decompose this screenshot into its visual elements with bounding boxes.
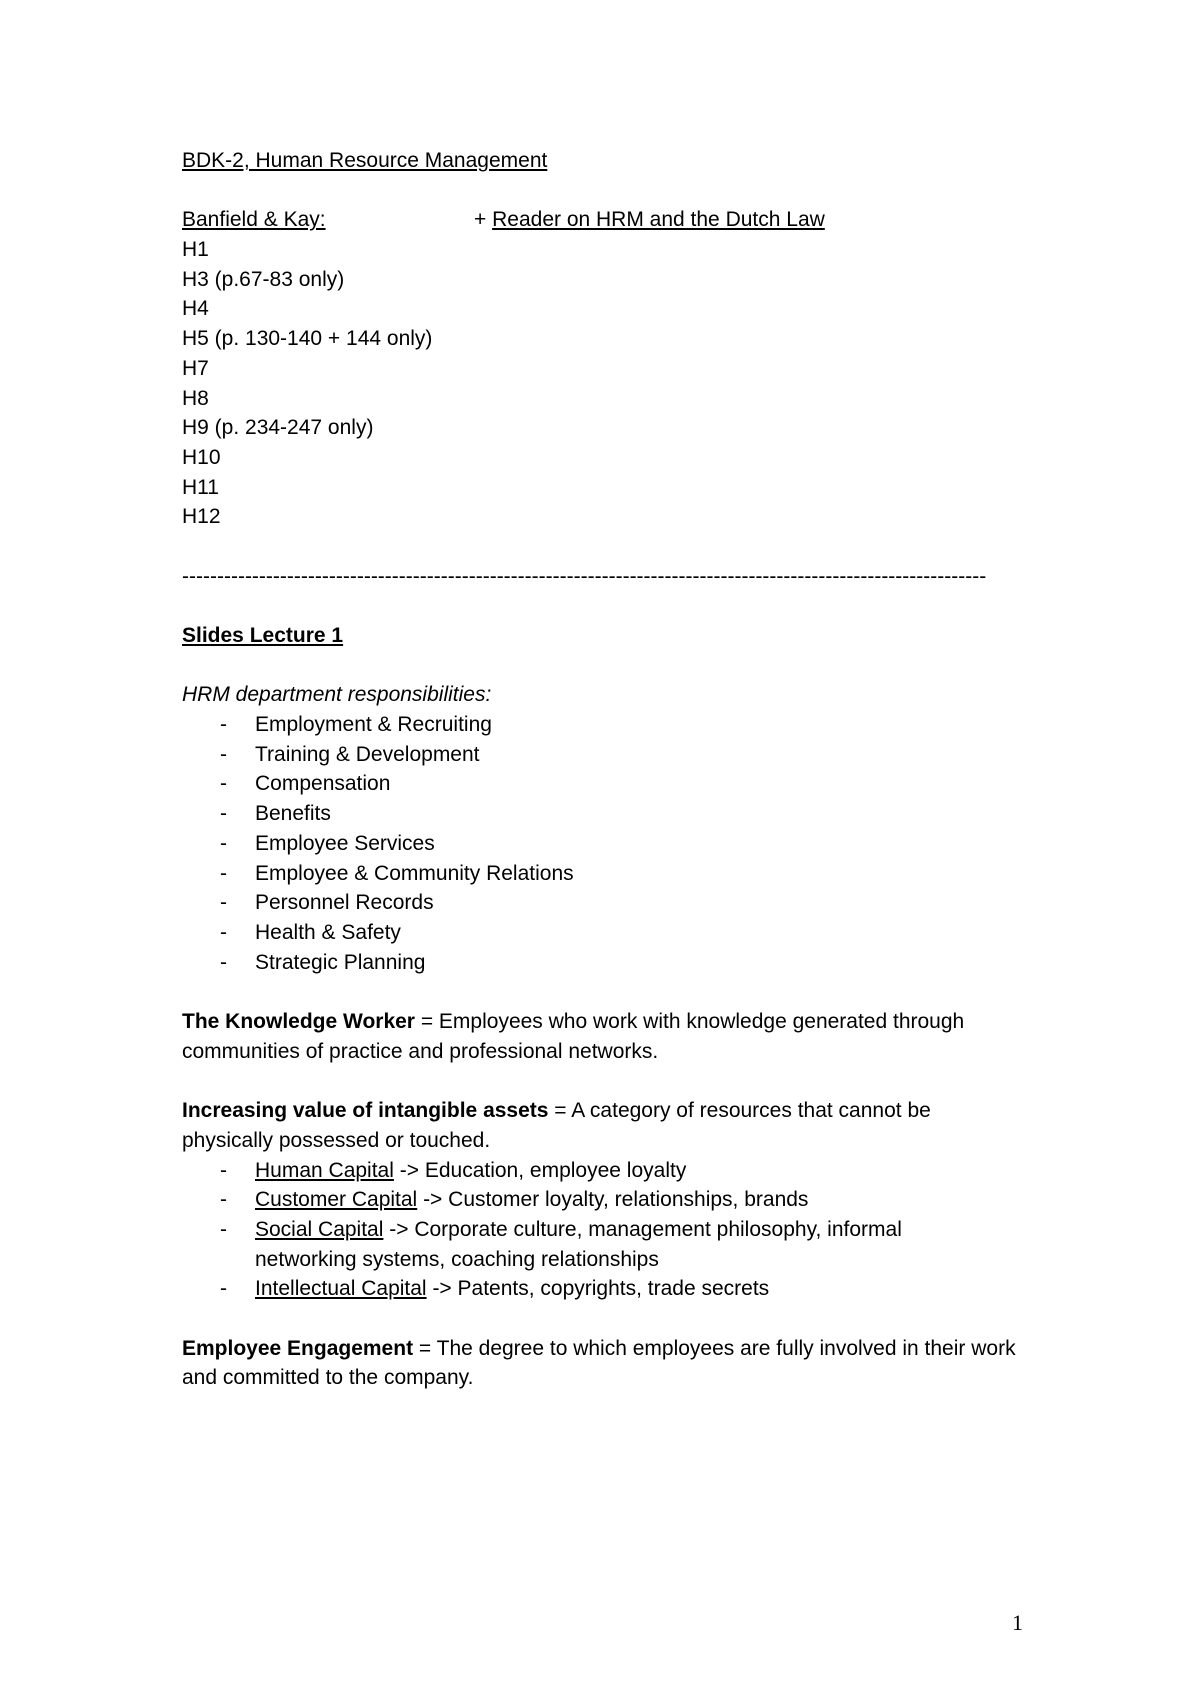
list-item: [182, 1274, 922, 1304]
list-item: [182, 1185, 922, 1215]
list-item-text: Compensation: [255, 772, 391, 796]
document-title: [182, 146, 1042, 176]
list-item: [182, 948, 1042, 978]
list-item: [182, 740, 1042, 770]
reader-prefix: +: [474, 208, 493, 232]
capital-description: -> Corporate culture, management philosophy, informal networking systems, coaching relationships: [255, 1217, 902, 1271]
spacer: [182, 977, 1042, 1007]
chapter-item: H12: [182, 505, 221, 529]
chapter-item: H5 (p. 130-140 + 144 only): [182, 327, 433, 351]
reading-sources-row: [182, 205, 1042, 235]
spacer: [182, 591, 1042, 621]
section-divider: -------------------------------------------------------------------------------------------------------------------: [182, 564, 987, 588]
dash-bullet: -: [220, 713, 227, 737]
list-item: [182, 829, 1042, 859]
list-item: [182, 769, 1042, 799]
capital-term: Customer Capital: [255, 1188, 418, 1212]
list-item: [182, 888, 1042, 918]
dash-bullet: -: [220, 1188, 227, 1212]
list-item: [182, 799, 1042, 829]
chapter-item: H8: [182, 386, 209, 410]
chapter-item: H11: [182, 475, 219, 499]
list-item: [182, 710, 1042, 740]
chapter-item: H10: [182, 445, 221, 469]
list-item: [182, 1156, 922, 1186]
list-item-text: Employee & Community Relations: [255, 861, 574, 885]
page-number: 1: [1012, 1610, 1023, 1635]
responsibilities-list: [182, 710, 1042, 977]
definition-term: The Knowledge Worker: [182, 1010, 415, 1034]
knowledge-worker-definition: [182, 1007, 1022, 1066]
dash-bullet: -: [220, 742, 227, 766]
definition-term: Employee Engagement: [182, 1336, 414, 1360]
dash-bullet: -: [220, 1158, 227, 1182]
chapter-item: H1: [182, 238, 209, 262]
definition-text: = A category of resources that cannot be physically possessed or touched.: [182, 1099, 931, 1152]
dash-bullet: -: [220, 1277, 227, 1301]
list-item-text: Strategic Planning: [255, 950, 426, 974]
spacer: [182, 1304, 1042, 1334]
definition-text: = The degree to which employees are fully involved in their work and committed to the company.: [182, 1336, 1016, 1390]
list-item-text: Employee Services: [255, 831, 435, 855]
chapter-item: H9 (p. 234-247 only): [182, 416, 374, 440]
spacer: [182, 1066, 1042, 1096]
chapter-item: H4: [182, 297, 209, 321]
capital-description: -> Customer loyalty, relationships, brands: [417, 1188, 809, 1212]
chapter-item: H7: [182, 356, 209, 380]
reader-label: Reader on HRM and the Dutch Law: [492, 208, 825, 232]
document-body: [182, 146, 1042, 1393]
spacer: [182, 176, 1042, 206]
dash-bullet: -: [220, 1217, 227, 1241]
dash-bullet: -: [220, 891, 227, 915]
list-item: [182, 859, 1042, 889]
spacer: [182, 651, 1042, 681]
dash-bullet: -: [220, 831, 227, 855]
section-title: [182, 621, 1042, 651]
capital-list: [182, 1156, 922, 1305]
intangible-assets-definition: [182, 1096, 1022, 1155]
chapter-list: [182, 235, 1042, 532]
capital-term: Intellectual Capital: [255, 1277, 427, 1301]
dash-bullet: -: [220, 772, 227, 796]
chapter-item: H3 (p.67-83 only): [182, 267, 345, 291]
spacer: [182, 532, 1042, 562]
section-title-text: Slides Lecture 1: [182, 624, 344, 647]
capital-description: -> Education, employee loyalty: [393, 1158, 687, 1182]
capital-term: Human Capital: [255, 1158, 394, 1182]
list-item-text: Training & Development: [255, 742, 480, 766]
capital-description: -> Patents, copyrights, trade secrets: [426, 1277, 770, 1301]
document-title-text: BDK-2, Human Resource Management: [182, 149, 548, 172]
definition-term: Increasing value of intangible assets: [182, 1099, 549, 1123]
dash-bullet: -: [220, 920, 227, 944]
capital-term: Social Capital: [255, 1217, 384, 1241]
employee-engagement-definition: [182, 1334, 1022, 1393]
list-item: [182, 918, 1042, 948]
reader-source: [474, 205, 825, 235]
dash-bullet: -: [220, 802, 227, 826]
responsibilities-heading: HRM department responsibilities:: [182, 683, 492, 707]
books-label: Banfield & Kay:: [182, 208, 326, 232]
definition-text: = Employees who work with knowledge generated through communities of practice and professional networks.: [182, 1010, 965, 1063]
list-item: [182, 1215, 922, 1274]
dash-bullet: -: [220, 861, 227, 885]
list-item-text: Health & Safety: [255, 920, 401, 944]
list-item-text: Employment & Recruiting: [255, 713, 492, 737]
list-item-text: Personnel Records: [255, 891, 434, 915]
dash-bullet: -: [220, 950, 227, 974]
list-item-text: Benefits: [255, 802, 331, 826]
